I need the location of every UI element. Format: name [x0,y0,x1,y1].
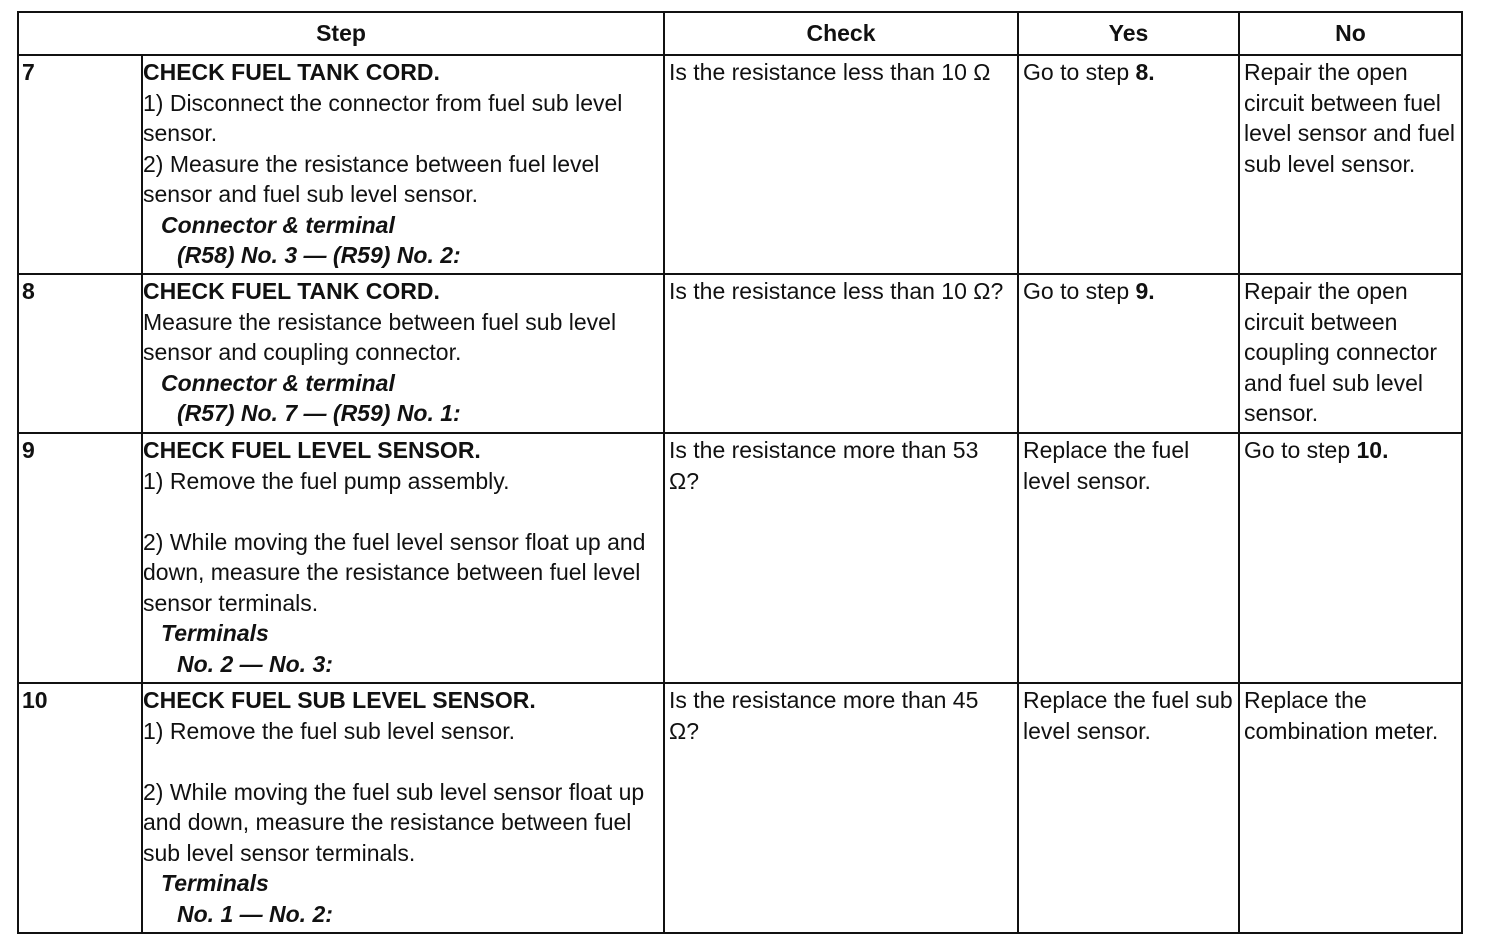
no-cell [1239,433,1462,683]
table-row [18,683,1462,933]
spacer [143,496,659,527]
check-cell: Is the resistance less than 10 Ω? [664,274,1018,433]
header-no: No [1239,12,1462,55]
check-cell: Is the resistance less than 10 Ω [664,55,1018,274]
step-title: CHECK FUEL TANK CORD. [143,59,440,85]
yes-cell [1018,274,1239,433]
check-cell: Is the resistance more than 45 Ω? [664,683,1018,933]
header-step: Step [18,12,664,55]
yes-step-link: 8. [1135,59,1155,85]
no-text: Go to step [1244,437,1357,463]
spacer [143,746,659,777]
yes-cell [1018,55,1239,274]
yes-step-link: 9. [1135,278,1155,304]
spec-value: No. 1 — No. 2: [177,900,333,927]
step-instruction: 2) While moving the fuel sub level sensor float up and down, measure the resistance between fuel sub level sensor terminals. [143,778,645,866]
no-cell: Repair the open circuit between fuel level sensor and fuel sub level sensor. [1239,55,1462,274]
spec-label: Terminals [161,870,269,896]
step-number: 7 [18,55,142,274]
step-instruction: 2) Measure the resistance between fuel level sensor and fuel sub level sensor. [143,150,600,207]
header-row [18,12,1462,55]
step-number: 10 [18,683,142,933]
header-yes: Yes [1018,12,1239,55]
step-number: 9 [18,433,142,683]
yes-text: Go to step [1023,59,1136,85]
step-instruction: 1) Remove the fuel pump assembly. [143,467,510,494]
no-cell: Replace the combination meter. [1239,683,1462,933]
diagnostic-table [17,11,1463,934]
yes-cell: Replace the fuel sub level sensor. [1018,683,1239,933]
step-title: CHECK FUEL LEVEL SENSOR. [143,437,481,463]
spec-value: (R58) No. 3 — (R59) No. 2: [177,242,461,268]
step-instruction: Measure the resistance between fuel sub level sensor and coupling connector. [143,308,617,365]
spec-label: Terminals [161,620,269,646]
step-description [142,55,664,274]
spec-label: Connector & terminal [161,211,395,238]
step-number: 8 [18,274,142,433]
spec-label: Connector & terminal [161,369,395,396]
header-check: Check [664,12,1018,55]
step-description [142,274,664,433]
check-cell: Is the resistance more than 53 Ω? [664,433,1018,683]
yes-cell: Replace the fuel level sensor. [1018,433,1239,683]
step-description [142,433,664,683]
table-row [18,55,1462,274]
no-cell: Repair the open circuit between coupling connector and fuel sub level sensor. [1239,274,1462,433]
step-instruction: 1) Remove the fuel sub level sensor. [143,717,516,744]
spec-value: (R57) No. 7 — (R59) No. 1: [177,400,461,426]
spec-value: No. 2 — No. 3: [177,650,333,677]
step-instruction: 2) While moving the fuel level sensor float up and down, measure the resistance between fuel level sensor terminals. [143,528,646,616]
no-step-link: 10. [1356,437,1389,463]
step-instruction: 1) Disconnect the connector from fuel sub level sensor. [143,89,623,146]
table-row [18,274,1462,433]
table-row [18,433,1462,683]
yes-text: Go to step [1023,278,1136,304]
step-description [142,683,664,933]
step-title: CHECK FUEL TANK CORD. [143,278,440,304]
step-title: CHECK FUEL SUB LEVEL SENSOR. [143,687,536,713]
